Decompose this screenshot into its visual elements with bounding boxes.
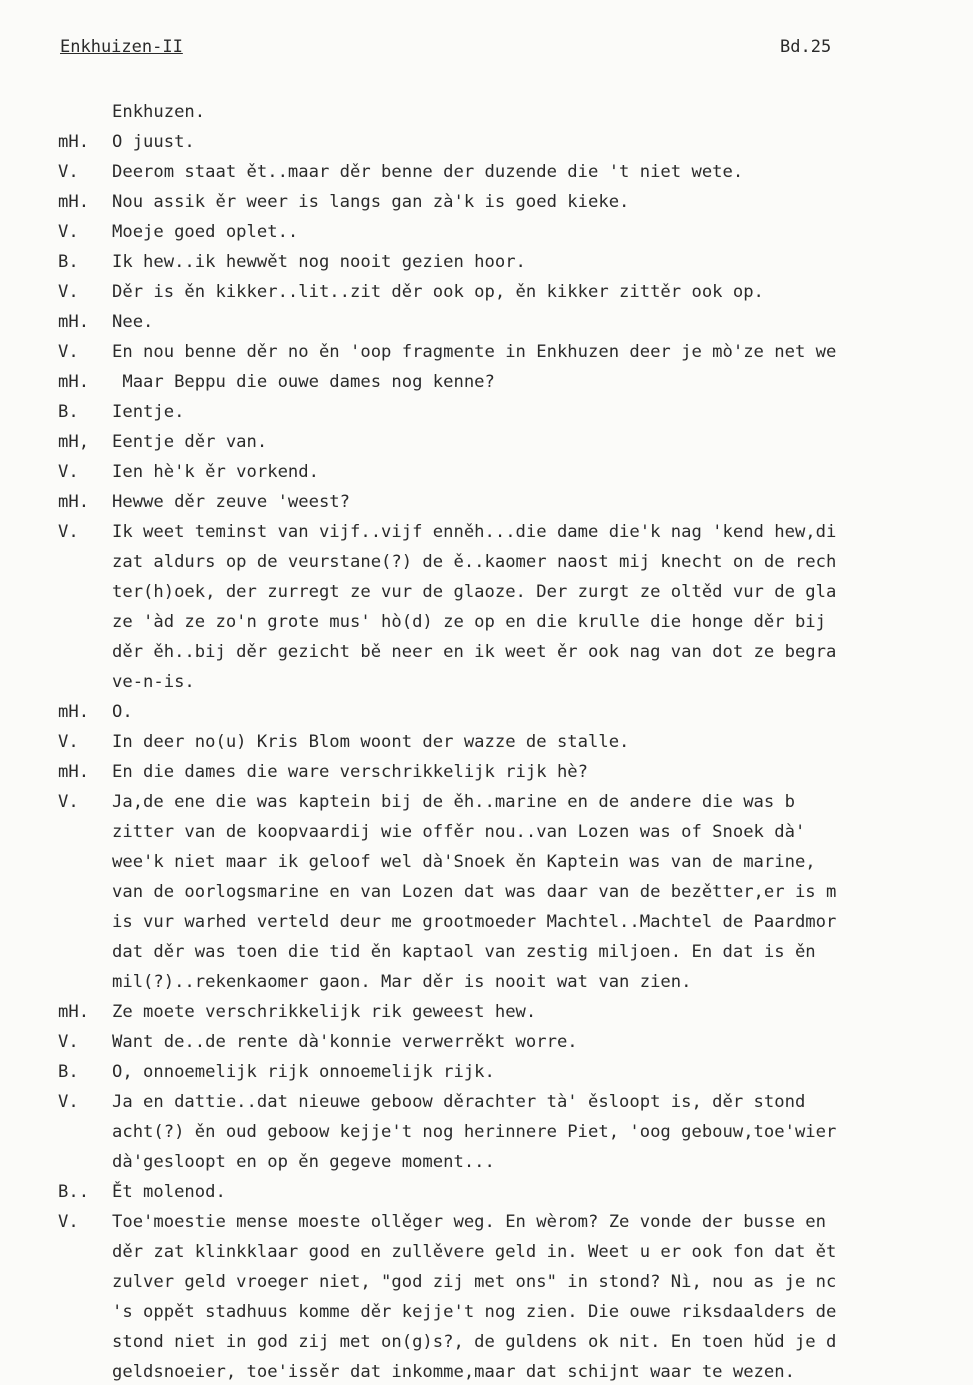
speaker-label: mH.	[58, 492, 90, 512]
transcript-line	[58, 127, 973, 157]
speaker-label	[58, 1357, 112, 1385]
line-text: In deer no(u) Kris Blom woont der wazze de stalle.	[112, 732, 630, 752]
speaker-label	[58, 1267, 112, 1297]
transcript-line	[58, 697, 973, 727]
line-text: En die dames die ware verschrikkelijk rijk hè?	[112, 762, 588, 782]
transcript-line	[58, 1027, 973, 1057]
speaker-label: B.	[58, 402, 79, 422]
transcript-line	[58, 487, 973, 517]
transcript-line	[58, 577, 973, 607]
speaker-label: V.	[58, 222, 79, 242]
speaker-label	[58, 1147, 112, 1177]
transcript-line	[58, 397, 973, 427]
line-text: Eentje děr van.	[112, 432, 268, 452]
line-text: zat aldurs op de veurstane(?) de ě..kaomer naost mij knecht on de rech	[112, 552, 837, 572]
speaker-label: V.	[58, 732, 79, 752]
line-text: Ět molenod.	[112, 1182, 226, 1202]
transcript-line	[58, 877, 973, 907]
line-text: is vur warhed verteld deur me grootmoeder Machtel..Machtel de Paardmor	[112, 912, 837, 932]
speaker-label	[58, 1297, 112, 1327]
transcript-line	[58, 157, 973, 187]
transcript-line	[58, 607, 973, 637]
line-text: Ze moete verschrikkelijk rik geweest hew.	[112, 1002, 537, 1022]
line-text: děr zat klinkklaar good en zullěvere geld in. Weet u er ook fon dat ět	[112, 1242, 837, 1262]
transcript-line	[58, 547, 973, 577]
line-text: Deerom staat ět..maar děr benne der duzende die 't niet wete.	[112, 162, 744, 182]
transcript-line	[58, 1177, 973, 1207]
speaker-label: V.	[58, 522, 79, 542]
speaker-label: V.	[58, 1212, 79, 1232]
speaker-label	[58, 967, 112, 997]
transcript-line	[58, 1057, 973, 1087]
speaker-label: B..	[58, 1182, 90, 1202]
speaker-label: mH.	[58, 1002, 90, 1022]
transcript-line	[58, 667, 973, 697]
line-text: zulver geld vroeger niet, "god zij met ons" in stond? Nì, nou as je nc	[112, 1272, 837, 1292]
transcript-line	[58, 817, 973, 847]
speaker-label	[58, 877, 112, 907]
transcript-line	[58, 1147, 973, 1177]
line-text: Nee.	[112, 312, 154, 332]
speaker-label: mH.	[58, 132, 90, 152]
line-text: Toe'moestie mense moeste ollěger weg. En wèrom? Ze vonde der busse en	[112, 1212, 826, 1232]
line-text: Nou assik ěr weer is langs gan zà'k is goed kieke.	[112, 192, 630, 212]
line-text: Maar Beppu die ouwe dames nog kenne?	[112, 372, 495, 392]
speaker-label	[58, 1327, 112, 1357]
speaker-label: B.	[58, 1062, 79, 1082]
transcript-line	[58, 457, 973, 487]
transcript-line	[58, 1207, 973, 1237]
transcript-line	[58, 907, 973, 937]
transcript-line	[58, 517, 973, 547]
speaker-label	[58, 547, 112, 577]
speaker-label	[58, 847, 112, 877]
transcript-line	[58, 247, 973, 277]
transcript-line	[58, 97, 973, 127]
speaker-label	[58, 637, 112, 667]
transcript-line	[58, 1117, 973, 1147]
speaker-label: mH.	[58, 762, 90, 782]
speaker-label	[58, 937, 112, 967]
speaker-label	[58, 607, 112, 637]
speaker-label	[58, 577, 112, 607]
transcript-line	[58, 1297, 973, 1327]
speaker-label: V.	[58, 342, 79, 362]
line-text: O, onnoemelijk rijk onnoemelijk rijk.	[112, 1062, 495, 1082]
header-page-number: Bd.25	[780, 37, 832, 57]
speaker-label: V.	[58, 792, 79, 812]
speaker-label: V.	[58, 462, 79, 482]
transcript-line	[58, 967, 973, 997]
line-text: wee'k niet maar ik geloof wel dà'Snoek ěn Kaptein was van de marine,	[112, 852, 816, 872]
line-text: Ik weet teminst van vijf..vijf enněh...die dame die'k nag 'kend hew,di	[112, 522, 837, 542]
transcript-line	[58, 727, 973, 757]
transcript-line	[58, 757, 973, 787]
line-text: Ik hew..ik hewwět nog nooit gezien hoor.	[112, 252, 526, 272]
transcript-line	[58, 1357, 973, 1385]
line-text: dà'gesloopt en op ěn gegeve moment...	[112, 1152, 495, 1172]
line-text: stond niet in god zij met on(g)s?, de guldens ok nit. En toen hǔd je d	[112, 1332, 837, 1352]
line-text: ter(h)oek, der zurregt ze vur de glaoze. Der zurgt ze oltěd vur de gla	[112, 582, 837, 602]
line-text: En nou benne děr no ěn 'oop fragmente in Enkhuzen deer je mò'ze net we	[112, 342, 837, 362]
line-text: Hewwe děr zeuve 'weest?	[112, 492, 350, 512]
line-text: mil(?)..rekenkaomer gaon. Mar děr is nooit wat van zien.	[112, 972, 692, 992]
line-text: Ja,de ene die was kaptein bij de ěh..marine en de andere die was b	[112, 792, 795, 812]
header-location: Enkhuizen-II	[60, 37, 183, 57]
line-text: O.	[112, 702, 133, 722]
speaker-label	[58, 907, 112, 937]
line-text: Ien hè'k ěr vorkend.	[112, 462, 319, 482]
speaker-label: V.	[58, 282, 79, 302]
line-text: děr ěh..bij děr gezicht bě neer en ik weet ěr ook nag van dot ze begra	[112, 642, 837, 662]
transcript-line	[58, 307, 973, 337]
transcript-line	[58, 1267, 973, 1297]
transcript-line	[58, 1237, 973, 1267]
line-text: ve-n-is.	[112, 672, 195, 692]
speaker-label: mH.	[58, 702, 90, 722]
line-text: Moeje goed oplet..	[112, 222, 299, 242]
transcript-line	[58, 187, 973, 217]
speaker-label: V.	[58, 1032, 79, 1052]
line-text: Ientje.	[112, 402, 185, 422]
transcript-line	[58, 337, 973, 367]
transcript-line	[58, 937, 973, 967]
line-text: Want de..de rente dà'konnie verwerrěkt worre.	[112, 1032, 578, 1052]
line-text: 's oppět stadhuus komme děr kejje't nog zien. Die ouwe riksdaalders de	[112, 1302, 837, 1322]
transcript-line	[58, 277, 973, 307]
transcript-line	[58, 787, 973, 817]
transcript-line	[58, 367, 973, 397]
speaker-label: mH.	[58, 192, 90, 212]
speaker-label: V.	[58, 162, 79, 182]
line-text: geldsnoeier, toe'issěr dat inkomme,maar dat schijnt waar te wezen.	[112, 1362, 795, 1382]
line-text: zitter van de koopvaardij wie offěr nou..van Lozen was of Snoek dà'	[112, 822, 806, 842]
transcript-line	[58, 637, 973, 667]
speaker-label	[58, 1117, 112, 1147]
transcript-line	[58, 997, 973, 1027]
line-text: van de oorlogsmarine en van Lozen dat was daar van de bezětter,er is m	[112, 882, 837, 902]
transcript-line	[58, 847, 973, 877]
line-text: ze 'àd ze zo'n grote mus' hò(d) ze op en die krulle die honge děr bij	[112, 612, 826, 632]
speaker-label: mH.	[58, 312, 90, 332]
speaker-label: V.	[58, 1092, 79, 1112]
line-text: Děr is ěn kikker..lit..zit děr ook op, ěn kikker zittěr ook op.	[112, 282, 764, 302]
line-text: dat děr was toen die tid ěn kaptaol van zestig miljoen. En dat is ěn	[112, 942, 816, 962]
line-text: O juust.	[112, 132, 195, 152]
transcript-line	[58, 217, 973, 247]
speaker-label: mH.	[58, 372, 90, 392]
line-text: acht(?) ěn oud geboow kejje't nog herinnere Piet, 'oog gebouw,toe'wier	[112, 1122, 837, 1142]
transcript	[58, 97, 973, 1385]
line-text: Ja en dattie..dat nieuwe geboow děrachter tà' ěsloopt is, děr stond	[112, 1092, 806, 1112]
speaker-label	[58, 1237, 112, 1267]
speaker-label: B.	[58, 252, 79, 272]
transcript-line	[58, 427, 973, 457]
speaker-label	[58, 817, 112, 847]
speaker-label	[58, 97, 112, 127]
speaker-label: mH,	[58, 432, 90, 452]
line-text: Enkhuzen.	[112, 102, 206, 122]
transcript-line	[58, 1087, 973, 1117]
transcript-line	[58, 1327, 973, 1357]
speaker-label	[58, 667, 112, 697]
